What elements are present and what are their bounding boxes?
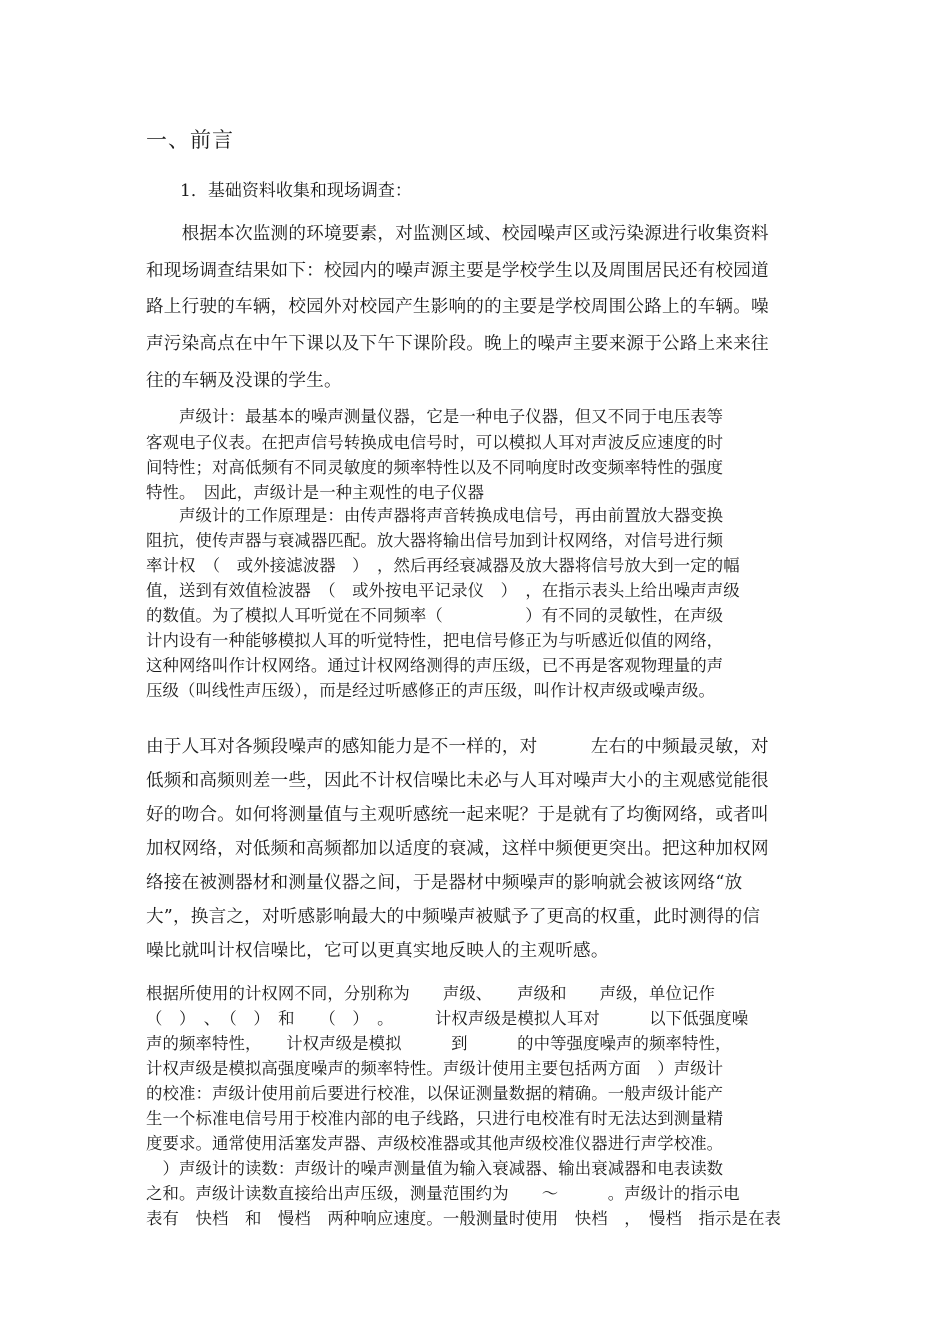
paragraph-line: 声的频率特性， 计权声级是模拟 到 的中等强度噪声的频率特性， [146,1034,732,1053]
paragraph-line: 生一个标准电信号用于校准内部的电子线路，只进行电校准有时无法达到测量精 [146,1109,724,1128]
paragraph-line: 特性。 因此，声级计是一种主观性的电子仪器 [146,483,485,502]
subsection-heading: 1．基础资料收集和现场调查： [180,181,412,201]
paragraph-line: 压级（叫线性声压级），而是经过听感修正的声压级，叫作计权声级或噪声级。 [146,681,715,700]
paragraph-line: 表有 快档 和 慢档 两种响应速度。一般测量时使用 快档 ， 慢档 指示是在表 [146,1209,781,1228]
paragraph-line: （ ） 、 （ ） 和 （ ） 。 计权声级是模拟人耳对 以下低强度噪 [146,1009,749,1028]
paragraph-line: 低频和高频则差一些，因此不计权信噪比未必与人耳对噪声大小的主观感觉能很 [146,771,769,791]
paragraph-line: 的校准：声级计使用前后要进行校准，以保证测量数据的精确。一般声级计能产 [146,1084,724,1103]
paragraph-line: 路上行驶的车辆，校园外对校园产生影响的的主要是学校周围公路上的车辆。噪 [146,297,769,317]
paragraph-line: 和现场调查结果如下：校园内的噪声源主要是学校学生以及周围居民还有校园道 [146,261,769,281]
section-heading: 一、前言 [146,128,234,152]
paragraph-line: 率计权 （ 或外接滤波器 ） ，然后再经衰减器及放大器将信号放大到一定的幅 [146,556,740,575]
paragraph-line: ）声级计的读数：声级计的噪声测量值为输入衰减器、输出衰减器和电表读数 [146,1159,724,1178]
paragraph-line: 往的车辆及没课的学生。 [146,371,342,391]
paragraph-line: 根据本次监测的环境要素，对监测区域、校园噪声区或污染源进行收集资料 [146,224,769,244]
paragraph-line: 声级计：最基本的噪声测量仪器，它是一种电子仪器，但又不同于电压表等 [146,407,724,426]
paragraph-line: 大”，换言之，对听感影响最大的中频噪声被赋予了更高的权重，此时测得的信 [146,907,761,927]
paragraph-line: 计权声级是模拟高强度噪声的频率特性。声级计使用主要包括两方面 ）声级计 [146,1059,724,1078]
paragraph-line: 声污染高点在中午下课以及下午下课阶段。晚上的噪声主要来源于公路上来来往 [146,334,769,354]
paragraph-line: 好的吻合。如何将测量值与主观听感统一起来呢？于是就有了均衡网络，或者叫 [146,805,769,825]
paragraph-line: 值，送到有效值检波器 （ 或外按电平记录仪 ） ，在指示表头上给出噪声声级 [146,581,740,600]
paragraph-line: 阻抗，使传声器与衰减器匹配。放大器将输出信号加到计权网络，对信号进行频 [146,531,724,550]
paragraph-line: 的数值。为了模拟人耳听觉在不同频率（ ）有不同的灵敏性，在声级 [146,606,724,625]
paragraph-line: 间特性；对高低频有不同灵敏度的频率特性以及不同响度时改变频率特性的强度 [146,458,724,477]
paragraph-line: 络接在被测器材和测量仪器之间，于是器材中频噪声的影响就会被该网络“放 [146,873,743,893]
paragraph-line: 客观电子仪表。在把声信号转换成电信号时，可以模拟人耳对声波反应速度的时 [146,433,724,452]
paragraph-line: 之和。声级计读数直接给出声压级，测量范围约为 ～ 。声级计的指示电 [146,1184,740,1203]
paragraph-line: 计内设有一种能够模拟人耳的听觉特性，把电信号修正为与听感近似值的网络， [146,631,724,650]
paragraph-line: 由于人耳对各频段噪声的感知能力是不一样的，对 左右的中频最灵敏，对 [146,737,769,757]
paragraph-line: 度要求。通常使用活塞发声器、声级校准器或其他声级校准仪器进行声学校准。 [146,1134,724,1153]
paragraph-line: 加权网络，对低频和高频都加以适度的衰减，这样中频便更突出。把这种加权网 [146,839,769,859]
paragraph-line: 噪比就叫计权信噪比，它可以更真实地反映人的主观听感。 [146,941,609,961]
paragraph-line: 声级计的工作原理是：由传声器将声音转换成电信号，再由前置放大器变换 [146,506,724,525]
paragraph-line: 这种网络叫作计权网络。通过计权网络测得的声压级，已不再是客观物理量的声 [146,656,724,675]
paragraph-line: 根据所使用的计权网不同，分别称为 声级、 声级和 声级，单位记作 [146,984,715,1003]
